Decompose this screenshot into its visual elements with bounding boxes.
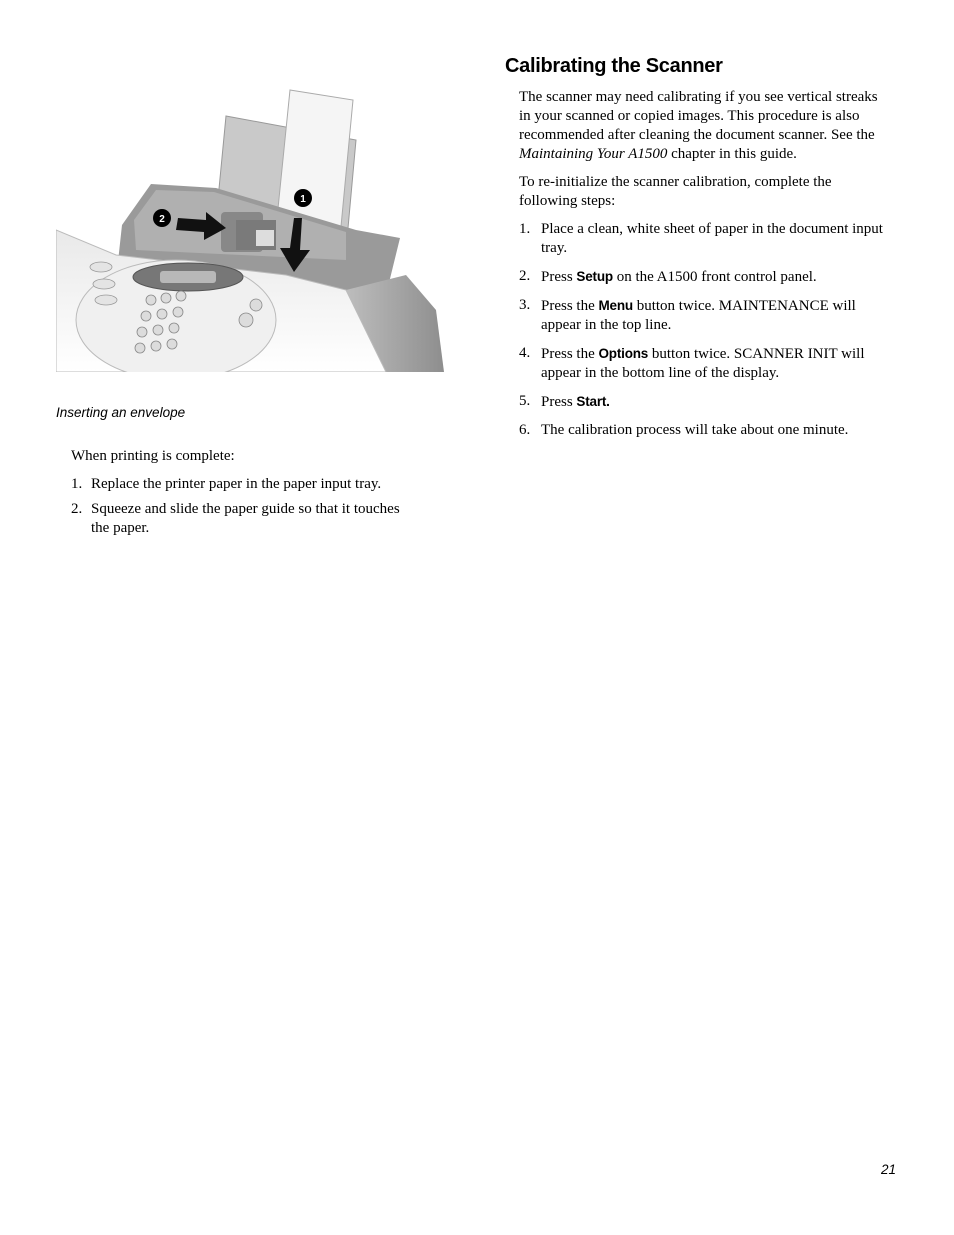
setup-key-label: Setup <box>576 269 613 284</box>
step-text-end: button twice. SCANNER INIT will appear in the bottom line of the display. <box>541 346 865 381</box>
options-key-label: Options <box>598 346 649 361</box>
left-intro: When printing is complete: <box>71 448 235 464</box>
list-item <box>519 344 884 383</box>
step-number: 6. <box>519 422 531 438</box>
step-number: 1. <box>71 476 83 492</box>
step-number: 3. <box>519 297 531 313</box>
list-item <box>519 267 884 287</box>
step-text: Press the <box>541 346 599 362</box>
list-item <box>519 392 884 412</box>
para1-text-end: chapter in this guide. <box>667 146 797 162</box>
chapter-reference: Maintaining Your A1500 <box>519 146 668 162</box>
step-number: 4. <box>519 345 531 361</box>
list-item <box>519 296 884 335</box>
figure-caption: Inserting an envelope <box>56 405 186 420</box>
list-item <box>519 421 884 440</box>
para1-text: The scanner may need calibrating if you see vertical streaks in your scanned or copied images. This procedure is also recommended after cleaning the document scanner. See the <box>519 89 878 143</box>
steps-intro-paragraph: To re-initialize the scanner calibration, complete the following steps: <box>519 174 832 209</box>
right-column <box>519 88 884 449</box>
step-text: Squeeze and slide the paper guide so that it touches the paper. <box>91 501 400 536</box>
page-number: 21 <box>881 1162 897 1177</box>
intro-paragraph <box>519 88 884 164</box>
step-text: Place a clean, white sheet of paper in the document input tray. <box>541 221 883 256</box>
left-steps-list <box>71 475 411 538</box>
left-column <box>71 447 411 544</box>
step-text: Press the <box>541 298 599 314</box>
step-number: 5. <box>519 393 531 409</box>
callout-1: 1 <box>300 194 306 205</box>
list-item <box>519 220 884 258</box>
callout-2: 2 <box>159 214 165 225</box>
step-text-end: on the A1500 front control panel. <box>612 269 817 285</box>
calibration-steps-list <box>519 220 884 440</box>
start-key-label: Start. <box>576 394 610 409</box>
step-text: Replace the printer paper in the paper input tray. <box>91 476 382 492</box>
step-number: 1. <box>519 221 531 237</box>
printer-envelope-illustration <box>56 80 444 372</box>
menu-key-label: Menu <box>598 298 633 313</box>
step-text: Press <box>541 394 577 410</box>
list-item <box>71 475 411 494</box>
step-text-end: button twice. MAINTENANCE will appear in the top line. <box>541 298 856 333</box>
step-number: 2. <box>519 268 531 284</box>
section-heading: Calibrating the Scanner <box>505 55 723 77</box>
step-text: The calibration process will take about one minute. <box>541 422 849 438</box>
step-text: Press <box>541 269 577 285</box>
step-number: 2. <box>71 501 83 517</box>
list-item <box>71 500 411 538</box>
